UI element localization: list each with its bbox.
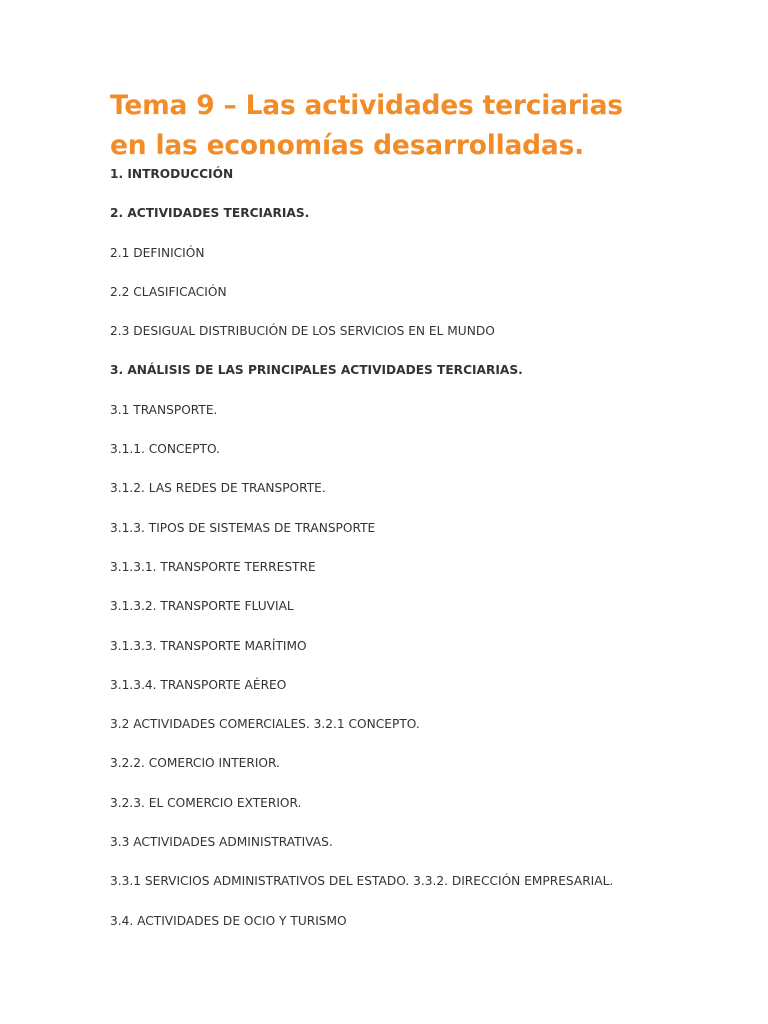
table-of-contents — [110, 166, 670, 952]
toc-item: 3.2.3. EL COMERCIO EXTERIOR. — [110, 795, 302, 810]
toc-item: 3.1.3.4. TRANSPORTE AÉREO — [110, 677, 287, 692]
toc-item: 3.3 ACTIVIDADES ADMINISTRATIVAS. — [110, 835, 333, 850]
toc-item: 3.1.2. LAS REDES DE TRANSPORTE. — [110, 481, 326, 496]
toc-item: 1. INTRODUCCIÓN — [110, 167, 234, 181]
document-title — [110, 86, 670, 166]
toc-item: 2. ACTIVIDADES TERCIARIAS. — [110, 206, 310, 221]
document-page — [110, 86, 670, 952]
toc-item: 2.2 CLASIFICACIÓN — [110, 284, 227, 299]
toc-item: 2.1 DEFINICIÓN — [110, 245, 205, 260]
toc-item: 3.1.3.2. TRANSPORTE FLUVIAL — [110, 599, 294, 614]
toc-item: 3.1.3. TIPOS DE SISTEMAS DE TRANSPORTE — [110, 520, 376, 535]
toc-item: 3.2 ACTIVIDADES COMERCIALES. 3.2.1 CONCEPTO. — [110, 717, 420, 732]
toc-item: 3.1.3.3. TRANSPORTE MARÍTIMO — [110, 638, 307, 653]
toc-item: 3.3.1 SERVICIOS ADMINISTRATIVOS DEL ESTADO. 3.3.2. DIRECCIÓN EMPRESARIAL. — [110, 874, 614, 889]
toc-item: 3.1.1. CONCEPTO. — [110, 442, 220, 457]
toc-item: 2.3 DESIGUAL DISTRIBUCIÓN DE LOS SERVICIOS EN EL MUNDO — [110, 324, 495, 339]
toc-item: 3. ANÁLISIS DE LAS PRINCIPALES ACTIVIDADES TERCIARIAS. — [110, 363, 523, 378]
title-line-1: Tema 9 – Las actividades terciarias — [110, 90, 623, 121]
toc-item: 3.2.2. COMERCIO INTERIOR. — [110, 756, 280, 771]
toc-item: 3.1.3.1. TRANSPORTE TERRESTRE — [110, 559, 316, 574]
toc-item: 3.1 TRANSPORTE. — [110, 402, 218, 417]
title-line-2: en las economías desarrolladas. — [110, 130, 585, 161]
toc-item: 3.4. ACTIVIDADES DE OCIO Y TURISMO — [110, 913, 347, 928]
